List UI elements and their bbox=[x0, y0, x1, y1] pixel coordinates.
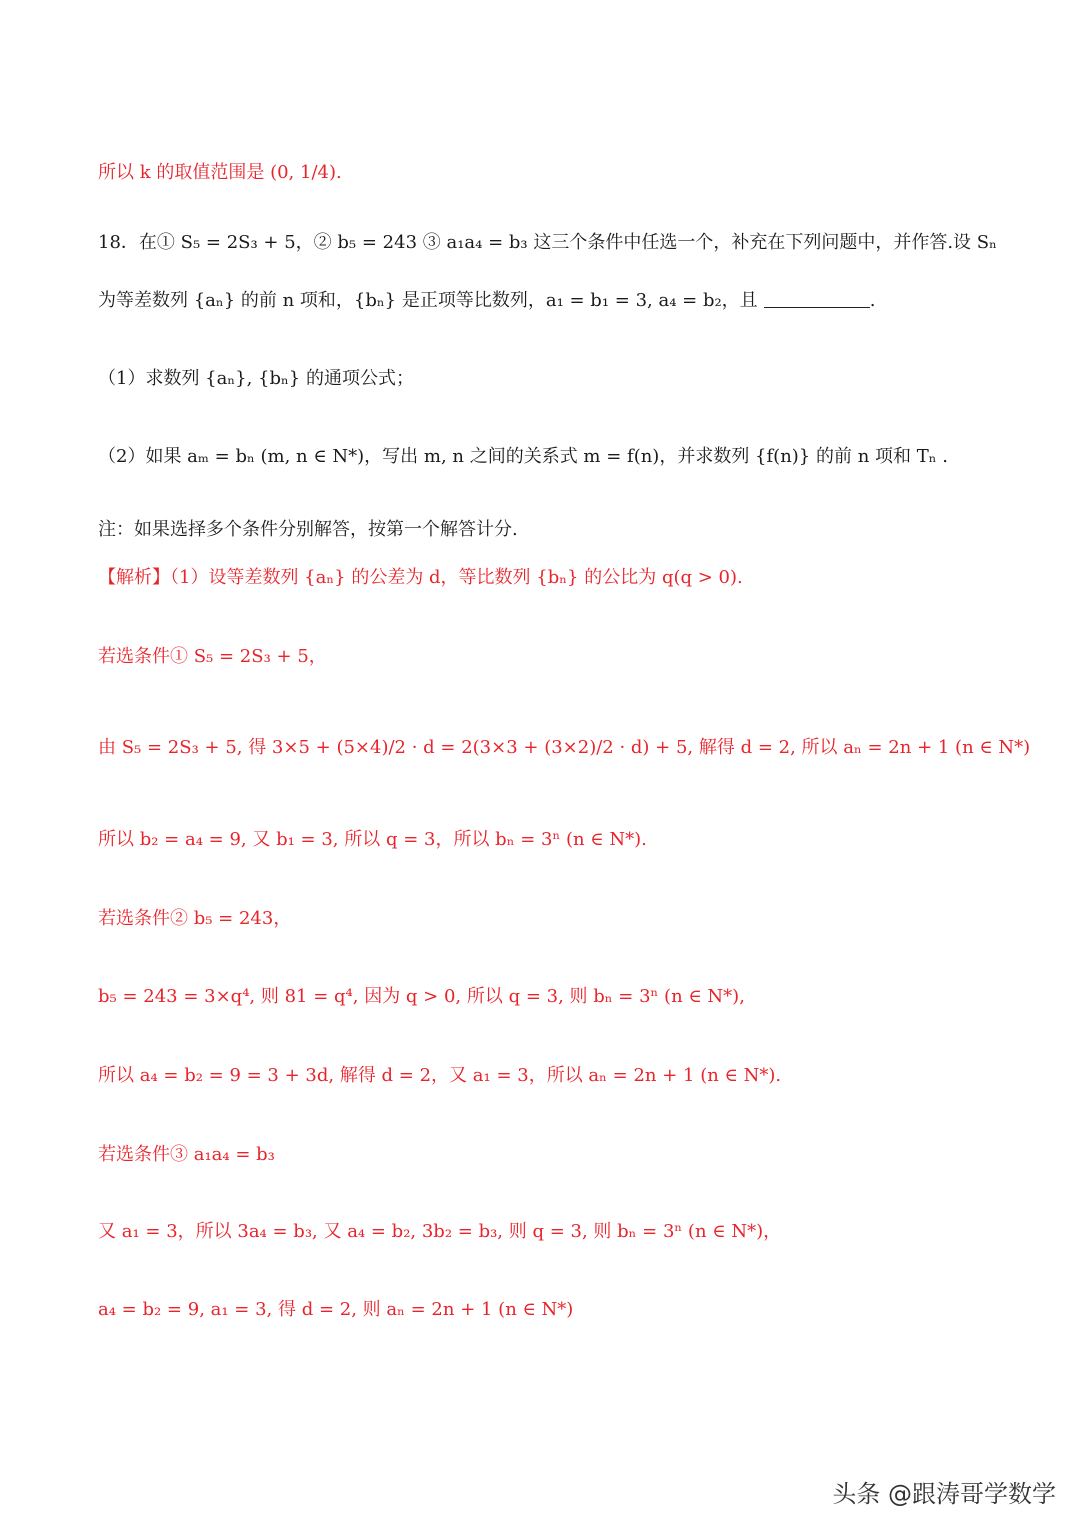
condition-2-heading: 若选条件② b₅ = 243， bbox=[98, 908, 292, 929]
condition-3-step-2: a₄ = b₂ = 9, a₁ = 3, 得 d = 2, 则 aₙ = 2n + 1 (n ∈ N*) bbox=[98, 1299, 574, 1320]
question-18-line1: 18．在① S₅ = 2S₃ + 5，② b₅ = 243 ③ a₁a₄ = b₃ 这三个条件中任选一个，补充在下列问题中，并作答.设 Sₙ bbox=[98, 232, 997, 253]
part-2: （2）如果 aₘ = bₙ (m, n ∈ N*)，写出 m, n 之间的关系式 m = f(n)，并求数列 {f(n)} 的前 n 项和 Tₙ . bbox=[98, 446, 948, 467]
condition-3-heading: 若选条件③ a₁a₄ = b₃ bbox=[98, 1144, 275, 1165]
question-18-line2-text: 为等差数列 {aₙ} 的前 n 项和，{bₙ} 是正项等比数列，a₁ = b₁ = 3, a₄ = b₂，且 bbox=[98, 290, 758, 311]
watermark: 头条 @跟涛哥学数学 bbox=[832, 1480, 1056, 1508]
condition-2-step-2: 所以 a₄ = b₂ = 9 = 3 + 3d, 解得 d = 2，又 a₁ = 3，所以 aₙ = 2n + 1 (n ∈ N*). bbox=[98, 1065, 782, 1086]
solution-heading: 【解析】（1）设等差数列 {aₙ} 的公差为 d，等比数列 {bₙ} 的公比为 q(q > 0). bbox=[98, 567, 743, 588]
question-18-line2-end: . bbox=[869, 290, 876, 311]
note: 注：如果选择多个条件分别解答，按第一个解答计分. bbox=[98, 519, 518, 540]
part-1: （1）求数列 {aₙ}, {bₙ} 的通项公式； bbox=[98, 368, 414, 389]
answer-blank bbox=[764, 287, 870, 308]
condition-3-step-1: 又 a₁ = 3，所以 3a₄ = b₃, 又 a₄ = b₂, 3b₂ = b₃, 则 q = 3, 则 bₙ = 3ⁿ (n ∈ N*)， bbox=[98, 1221, 782, 1242]
range-conclusion: 所以 k 的取值范围是 (0, 1/4). bbox=[98, 162, 342, 183]
question-18-line2 bbox=[98, 286, 1020, 316]
condition-1-step-1: 由 S₅ = 2S₃ + 5, 得 3×5 + (5×4)/2 · d = 2(3×3 + (3×2)/2 · d) + 5, 解得 d = 2, 所以 aₙ = 2n + 1 (n ∈ N*) bbox=[98, 737, 1031, 758]
condition-2-step-1: b₅ = 243 = 3×q⁴, 则 81 = q⁴, 因为 q > 0, 所以 q = 3, 则 bₙ = 3ⁿ (n ∈ N*), bbox=[98, 986, 745, 1007]
condition-1-step-2: 所以 b₂ = a₄ = 9, 又 b₁ = 3, 所以 q = 3，所以 bₙ = 3ⁿ (n ∈ N*). bbox=[98, 829, 647, 850]
condition-1-heading: 若选条件① S₅ = 2S₃ + 5， bbox=[98, 646, 327, 667]
